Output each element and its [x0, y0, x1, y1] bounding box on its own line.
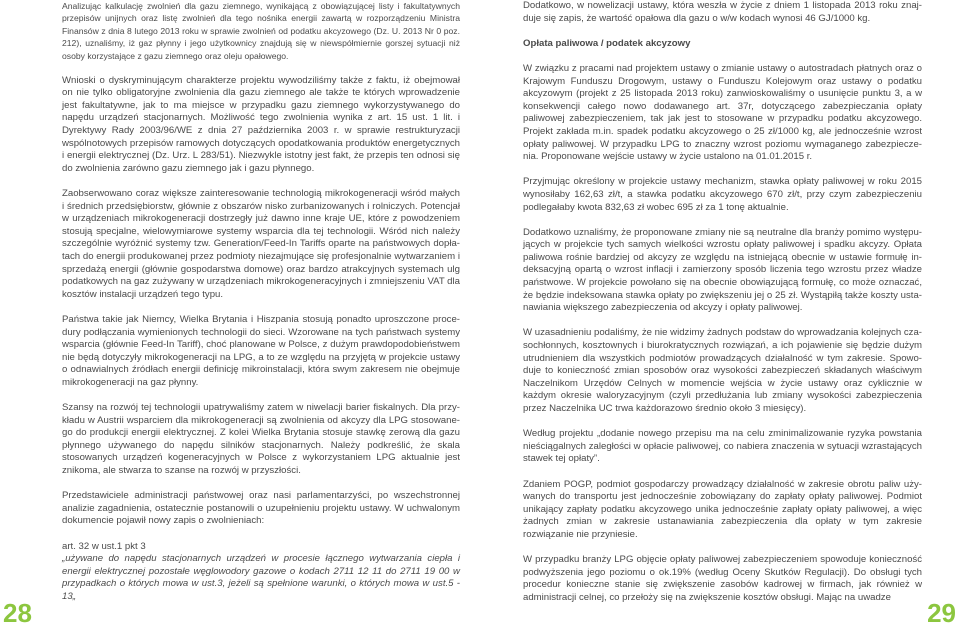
left-page: [0, 0, 479, 627]
section-heading: Opłata paliwowa / podatek akcyzowy: [523, 37, 691, 49]
paragraph: Dodatkowo uznaliśmy, że proponowane zmiany nie są neutralne dla branży pomimo występujących w projekcie tych samych wielkości wzrostu opłaty paliwowej i spadku akcyzy. Opłata paliwowa rośnie bardziej od akcyzy ze względu na istniejącą obecnie w ustawie formułę indeksacyjną opartą o wzrost inflacji i zamierzony sposób liczenia tego wzrostu przez władze państwowe. W projekcie powołano się na obecnie obowiązującą formułę, co może oznaczać, że będzie indeksowana stawka opłaty po zwiększeniu jej o 25 zł. Wystąpiłą także koszty ustanawiania większego zabezpieczenia od akcyzy i opłaty paliwowej.: [523, 226, 922, 314]
paragraph: W przypadku branży LPG objęcie opłaty paliwowej zabezpieczeniem spowoduje konieczność podwyższenia jego poziomu o ok.19% (według Oceny Skutków Regulacji). Do obsługi tych procedur konieczne stanie się zwiększenie zasobów kadrowej w firmach, jak również w administracji celnej, co przełoży się na zwiększenie kosztów obsługi. Mając na uwadze: [523, 554, 922, 603]
paragraph: Zaobserwowano coraz większe zainteresowanie technologią mikrokogeneracji wśród małych i średnich przedsiębiorstw, głównie z obszarów nisko zurbanizowanych i rolniczych. Potencjał w urządzeniach mikrokogeneracji dostrzegły już dawno inne kraje UE, które z powodzeniem stosują specjalne, wielowymiarowe systemy wsparcia dla tej technologii. Wśród nich należy szczególnie wyróżnić systemy tzw. Generation/Feed-In Tariffs oparte na państwowych dopłatach do energii produkowanej przez podmioty niezajmujące się profesjonalnie wytwarzaniem i sprzedażą energii (głównie gospodarstwa domowe) oraz bardzo atrakcyjnych systemach ulg podatkowych na gaz zużywany w urządzeniach mikrokogeneracyjnych i zmniejszeniu VAT dla kosztów instalacji urządzeń tego typu.: [62, 187, 460, 300]
right-column: [523, 0, 922, 617]
paragraph: Analizując kalkulację zwolnień dla gazu ziemnego, wynikającą z obowiązującej listy i fakultatywnych przepisów unijnych oraz listę zwolnień dla tego nośnika energii zawartą w rozporządzeniu Ministra Finansów z dnia 8 lutego 2013 roku w sprawie zwolnień od podatku akcyzowego (Dz. U. 2013 Nr 0 poz. 212), uznaliśmy, iż gaz płynny i jego użytkownicy znajdują się w niewspółmiernie gorszej sytuacji niż osoby korzystające z gazu ziemnego oraz oleju opałowego.: [62, 1, 460, 61]
paragraph: Zdaniem POGP, podmiot gospodarczy prowadzący działalność w zakresie obrotu paliw używanych do transportu jest jednocześnie zobowiązany do zapłaty opłaty paliwowej. Podmiot unikający zapłaty podatku akcyzowego unika jednocześnie zapłaty opłaty paliwowej, a więc żadnych zmian w zakresie ustanawiania zabezpieczenia dla opłaty w tym zakresie rozwiązanie nie przyniesie.: [523, 478, 922, 540]
quote-reference: art. 32 w ust.1 pkt 3: [62, 540, 146, 552]
paragraph: Dodatkowo, w nowelizacji ustawy, która weszła w życie z dniem 1 listopada 2013 roku znajduje się zapis, że wartość opałowa dla gazu o w/w kodach wynosi 46 GJ/1000 kg.: [523, 0, 922, 24]
paragraph: W związku z pracami nad projektem ustawy o zmianie ustawy o autostradach płatnych oraz o Krajowym Funduszu Drogowym, ustawy o Funduszu Kolejowym oraz ustawy o podatku akcyzowym (projekt z 25 listopada 2013 roku) zanwioskowaliśmy o usunięcie punktu 3, a w konsekwencji całego nowo dodawanego art. 37r, dotyczącego zabezpieczania opłaty paliwowej zabezpieczeniem, tak jak jest to stosowane w przypadku podatku akcyzowego. Projekt zakłada m.in. spadek podatku akcyzowego o 25 zł/1000 kg, ale jednocześnie wzrost opłaty paliwowej. W przypadku LPG to znaczny wzrost poziomu wymaganego zabezpieczenia. Proponowane wejście ustawy w życie ustalono na 01.01.2015 r.: [523, 62, 922, 163]
paragraph: Wnioski o dyskryminującym charakterze projektu wywodziliśmy także z faktu, iż obejmował on nie tylko obligatoryjne zwolnienia dla gazu ziemnego ale także te których wprowadzenie jest fakultatywne, jak to ma miejsce w przypadku gazu ziemnego wykorzystywanego do napędu urządzeń stacjonarnych. Możliwość tego zwolnienia wynika z art. 15 ust. 1 lit. i Dyrektywy Rady 2003/96/WE z dnia 27 października 2003 r. w sprawie restrukturyzacji wspólnotowych przepisów ramowych dotyczących opodatkowania produktów energetycznych i energii elektrycznej (Dz. Urz. L 283/51). Niezwykle istotny jest fakt, że przepis ten odnosi się do zwolnienia zarówno gazu ziemnego jak i gazu płynnego.: [62, 74, 460, 174]
page-number: 29: [927, 598, 956, 628]
paragraph: Państwa takie jak Niemcy, Wielka Brytania i Hiszpania stosują ponadto uproszczone procedury podłączania wymienionych technologii do sieci. Wzorowane na tych państwach systemy wsparcia (głównie Feed-In Tariff), choć planowane w Polsce, z dużym prawdopodobieństwem nie będą dotyczyły mikrokogeneracji na LPG, a to ze względu na przyjętą w projekcie ustawy o odnawialnych źródłach energii definicję mikroinstalacji, która swym zakresem nie obejmuje mikrokogeneracji na gaz płynny.: [62, 313, 460, 388]
paragraph: Szansy na rozwój tej technologii upatrywaliśmy zatem w niwelacji barier fiskalnych. Dla przykładu w Austrii wsparciem dla mikrokogeneracji są zwolnienia od akcyzy dla LPG stosowanego do produkcji energii elektrycznej. Z kolei Wielka Brytania stosuje stawkę zerową dla gazu płynnego używanego do napędu silników stacjonarnych. Należy podkreślić, że skala stosowanych urządzeń kogeneracyjnych w Polsce z wykorzystaniem LPG aktualnie jest znikoma, ale stwarza to szanse na rozwój w przyszłości.: [62, 402, 460, 477]
left-column: [62, 0, 460, 604]
page-number: 28: [3, 598, 32, 628]
paragraph: W uzasadnieniu podaliśmy, że nie widzimy żadnych podstaw do wprowadzania kolejnych czasochłonnych, kosztownych i biurokratycznych rozwiązań, a ich pojawienie się będzie dużym utrudnieniem dla wszystkich podmiotów prowadzących działalność w tym zakresie. Spowoduje to konieczność zmian sposobów oraz wysokości zabezpieczeń składanych właściwym Naczelnikom Urzędów Celnych w momencie wejścia w życie ustawy oraz cyklicznie w każdym okresie waloryzacyjnym (czyli przedłużania lub zmiany wysokości zabezpieczenia przez Naczelnika UC trwa każdorazowo średnio około 3 miesięcy).: [523, 327, 922, 414]
quote-block: [62, 541, 460, 604]
paragraph: Przyjmując określony w projekcie ustawy mechanizm, stawka opłaty paliwowej w roku 2015 wynosiłaby 162,63 zł/t, a stawka podatku akcyzowego 670 zł/t, przy czym zabezpieczeniu podlegałaby kwota 832,63 zł wobec 695 zł za 1 tonę aktualnie.: [523, 176, 922, 213]
paragraph: Według projektu „dodanie nowego przepisu ma na celu zminimalizowanie ryzyka powstania nieściągalnych zaległości w opłacie paliwowej, co nabiera znaczenia w sytuacji wzrastających stawek tej opłaty”.: [523, 428, 922, 465]
quote-text: „używane do napędu stacjonarnych urządzeń w procesie łącznego wytwarzania ciepła i energii elektrycznej pozostałe węglowodory gazowe o kodach 2711 12 11 do 2711 19 00 w przypadkach o których mowa w ust.3, jeżeli są spełnione warunki, o których mowa w ust.5 - 13„: [62, 553, 460, 602]
paragraph: Przedstawiciele administracji państwowej oraz nasi parlamentarzyści, po wszechstronnej analizie zagadnienia, ostatecznie postanowili o uzupełnieniu projektu ustawy. W uchwalonym dokumencie pojawił nowy zapis o zwolnieniach:: [62, 490, 460, 527]
right-page: [480, 0, 959, 627]
